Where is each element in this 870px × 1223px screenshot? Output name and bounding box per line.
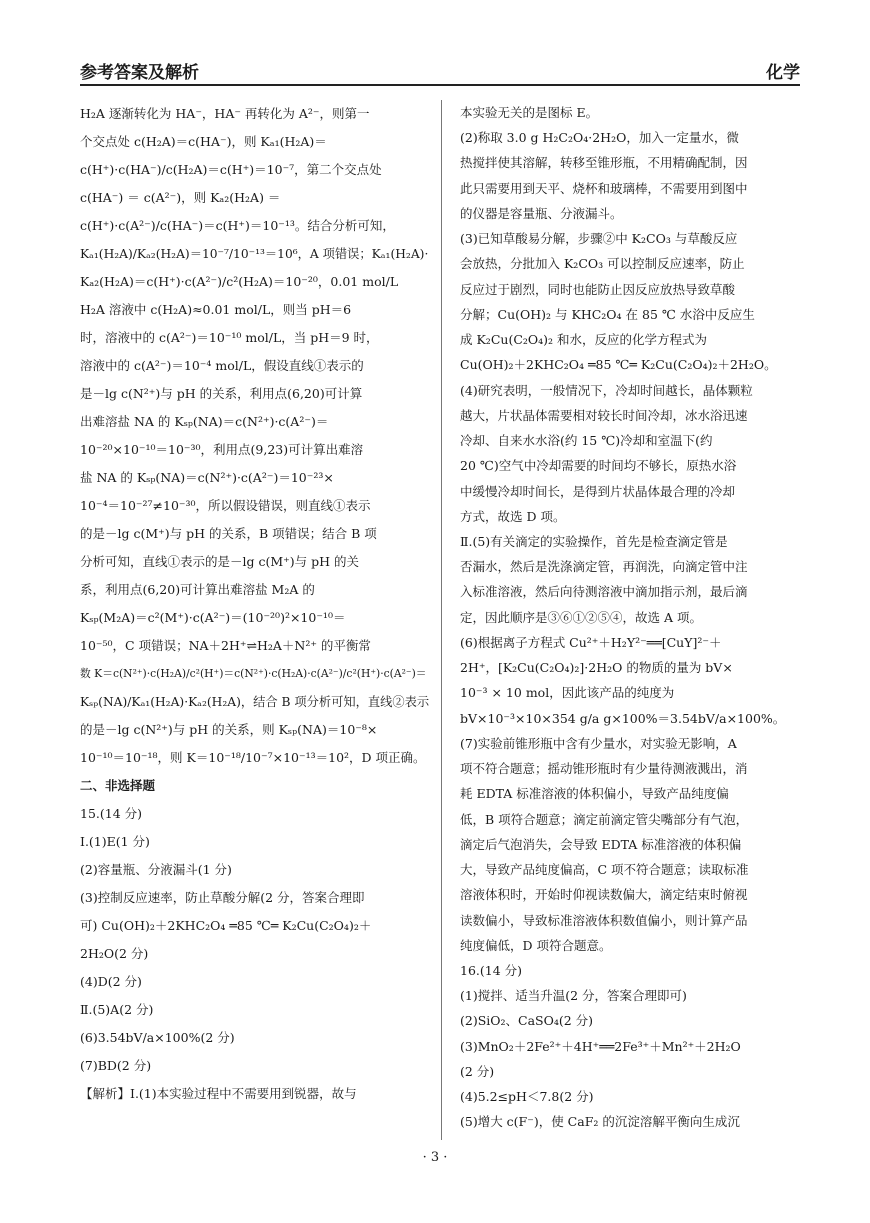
text-line: Kₐ₁(H₂A)/Kₐ₂(H₂A)＝10⁻⁷/10⁻¹³＝10⁶，A 项错误；Kₐ₁(H₂A)· xyxy=(80,247,429,261)
text-line: (4)5.2≤pH＜7.8(2 分) xyxy=(460,1089,594,1105)
text-line: (2)称取 3.0 g H₂C₂O₄·2H₂O，加入一定量水，微 xyxy=(460,130,739,146)
text-line: (3)已知草酸易分解，步骤②中 K₂CO₃ 与草酸反应 xyxy=(460,231,738,247)
text-line: 的是－lg c(M⁺)与 pH 的关系，B 项错误；结合 B 项 xyxy=(80,526,377,541)
text-line: 否漏水，然后是洗涤滴定管，再润洗，向滴定管中注 xyxy=(460,559,748,575)
text-line: 会放热，分批加入 K₂CO₃ 可以控制反应速率，防止 xyxy=(460,256,745,272)
header-rule xyxy=(80,84,800,86)
text-line: 溶液中的 c(A²⁻)＝10⁻⁴ mol/L，假设直线①表示的 xyxy=(80,358,364,373)
header-title: 参考答案及解析 xyxy=(80,63,199,83)
text-line: 项不符合题意；摇动锥形瓶时有少量待测液溅出，消 xyxy=(460,761,748,777)
text-line: 热搅拌使其溶解，转移至锥形瓶，不用精确配制，因 xyxy=(460,155,748,171)
text-line: 定，因此顺序是③⑥①②⑤④，故选 A 项。 xyxy=(460,609,702,625)
text-line: 10⁻¹⁰＝10⁻¹⁸，则 K＝10⁻¹⁸/10⁻⁷×10⁻¹³＝10²，D 项正确。 xyxy=(80,750,426,765)
text-line: 2H⁺，[K₂Cu(C₂O₄)₂]·2H₂O 的物质的量为 bV× xyxy=(460,660,733,676)
text-line: 本实验无关的是图标 E。 xyxy=(460,105,599,120)
text-line: (3)MnO₂＋2Fe²⁺＋4H⁺══2Fe³⁺＋Mn²⁺＋2H₂O xyxy=(460,1038,741,1054)
subject-label: 化学 xyxy=(766,63,800,83)
text-line: bV×10⁻³×10×354 g/a g×100%＝3.54bV/a×100%。 xyxy=(460,710,786,726)
text-line: 【解析】Ⅰ.(1)本实验过程中不需要用到锐器，故与 xyxy=(80,1086,357,1101)
text-line: 滴定后气泡消失，会导致 EDTA 标准溶液的体积偏 xyxy=(460,836,742,852)
page-header xyxy=(80,54,800,86)
text-line: 耗 EDTA 标准溶液的体积偏小，导致产品纯度偏 xyxy=(460,786,729,802)
text-line: 10⁻²⁰×10⁻¹⁰＝10⁻³⁰，利用点(9,23)可计算出难溶 xyxy=(80,442,364,457)
text-line: 分析可知，直线①表示的是－lg c(M⁺)与 pH 的关 xyxy=(80,554,359,569)
text-line: Kₐ₂(H₂A)＝c(H⁺)·c(A²⁻)/c²(H₂A)＝10⁻²⁰，0.01 mol/L xyxy=(80,274,399,289)
text-line: 冷却、自来水水浴(约 15 ℃)冷却和室温下(约 xyxy=(460,433,713,449)
text-line: 中缓慢冷却时间长，是得到片状晶体最合理的冷却 xyxy=(460,483,736,499)
text-line: 入标准溶液，然后向待测溶液中滴加指示剂，最后滴 xyxy=(460,584,748,600)
text-line: 二、非选择题 xyxy=(80,778,156,793)
text-line: 2H₂O(2 分) xyxy=(80,946,149,961)
text-line: 10⁻³ × 10 mol，因此该产品的纯度为 xyxy=(460,685,675,701)
text-line: (3)控制反应速率，防止草酸分解(2 分，答案合理即 xyxy=(80,890,365,905)
text-line: Cu(OH)₂＋2KHC₂O₄ ═85 ℃═ K₂Cu(C₂O₄)₂＋2H₂O。 xyxy=(460,357,777,373)
text-line: 数 K＝c(N²⁺)·c(H₂A)/c²(H⁺)＝c(N²⁺)·c(H₂A)·c(A²⁻)/c²(H⁺)·c(A²⁻)＝ xyxy=(80,667,427,680)
text-line: (2 分) xyxy=(460,1063,495,1079)
text-line: 系，利用点(6,20)可计算出难溶盐 M₂A 的 xyxy=(80,582,315,597)
text-line: (7)BD(2 分) xyxy=(80,1058,152,1073)
page-number: · 3 · xyxy=(422,1150,448,1165)
text-line: 16.(14 分) xyxy=(460,962,523,978)
text-line: 可) Cu(OH)₂＋2KHC₂O₄ ═85 ℃═ K₂Cu(C₂O₄)₂＋ xyxy=(80,918,372,933)
text-line: 15.(14 分) xyxy=(80,806,143,821)
text-line: 的仪器是容量瓶、分液漏斗。 xyxy=(460,205,623,221)
text-line: 溶液体积时，开始时仰视读数偏大，滴定结束时俯视 xyxy=(460,887,748,903)
text-line: 20 ℃)空气中冷却需要的时间均不够长，原热水浴 xyxy=(460,458,737,474)
text-line: 盐 NA 的 Kₛₚ(NA)＝c(N²⁺)·c(A²⁻)＝10⁻²³× xyxy=(80,470,334,485)
text-line: Ⅱ.(5)有关滴定的实验操作，首先是检查滴定管是 xyxy=(460,533,728,549)
text-line: Ⅱ.(5)A(2 分) xyxy=(80,1002,154,1017)
text-line: (1)搅拌、适当升温(2 分，答案合理即可) xyxy=(460,988,687,1004)
text-line: 纯度偏低，D 项符合题意。 xyxy=(460,937,612,953)
text-line: 方式，故选 D 项。 xyxy=(460,508,566,524)
text-line: 的是－lg c(N²⁺)与 pH 的关系，则 Kₛₚ(NA)＝10⁻⁸× xyxy=(80,722,378,737)
text-line: (6)根据离子方程式 Cu²⁺＋H₂Y²⁻══[CuY]²⁻＋ xyxy=(460,634,722,650)
text-line: 10⁻⁴＝10⁻²⁷≠10⁻³⁰，所以假设错误，则直线①表示 xyxy=(80,498,371,513)
text-line: (4)D(2 分) xyxy=(80,974,142,989)
text-line: 分解；Cu(OH)₂ 与 KHC₂O₄ 在 85 ℃ 水浴中反应生 xyxy=(460,306,755,322)
text-line: 出难溶盐 NA 的 Kₛₚ(NA)＝c(N²⁺)·c(A²⁻)＝ xyxy=(80,414,329,429)
text-line: (4)研究表明，一般情况下，冷却时间越长，晶体颗粒 xyxy=(460,382,753,398)
text-line: 个交点处 c(H₂A)＝c(HA⁻)，则 Kₐ₁(H₂A)＝ xyxy=(80,134,327,149)
left-column xyxy=(80,100,430,1108)
text-line: H₂A 溶液中 c(H₂A)≈0.01 mol/L，则当 pH＝6 xyxy=(80,302,352,317)
text-line: Kₛₚ(NA)/Kₐ₁(H₂A)·Kₐ₂(H₂A)，结合 B 项分析可知，直线②表示 xyxy=(80,695,430,709)
text-line: 时，溶液中的 c(A²⁻)＝10⁻¹⁰ mol/L，当 pH＝9 时， xyxy=(80,330,379,345)
text-line: Ⅰ.(1)E(1 分) xyxy=(80,834,150,849)
text-line: 10⁻⁵⁰，C 项错误；NA＋2H⁺⇌H₂A＋N²⁺ 的平衡常 xyxy=(80,638,371,653)
text-line: 大，导致产品纯度偏高，C 项不符合题意；读取标准 xyxy=(460,862,749,878)
text-line: Kₛₚ(M₂A)＝c²(M⁺)·c(A²⁻)＝(10⁻²⁰)²×10⁻¹⁰＝ xyxy=(80,610,346,625)
text-line: 读数偏小，导致标准溶液体积数值偏小，则计算产品 xyxy=(460,912,748,928)
text-line: 成 K₂Cu(C₂O₄)₂ 和水，反应的化学方程式为 xyxy=(460,332,708,348)
column-divider xyxy=(441,100,442,1140)
text-line: 此只需要用到天平、烧杯和玻璃棒，不需要用到图中 xyxy=(460,180,748,196)
text-line: (6)3.54bV/a×100%(2 分) xyxy=(80,1030,235,1045)
right-column xyxy=(460,100,810,1135)
text-line: 低，B 项符合题意；滴定前滴定管尖嘴部分有气泡， xyxy=(460,811,749,827)
text-line: H₂A 逐渐转化为 HA⁻，HA⁻ 再转化为 A²⁻，则第一 xyxy=(80,106,370,121)
text-line: (2)容量瓶、分液漏斗(1 分) xyxy=(80,862,232,877)
text-line: (7)实验前锥形瓶中含有少量水，对实验无影响，A xyxy=(460,735,737,751)
text-line: 是－lg c(N²⁺)与 pH 的关系，利用点(6,20)可计算 xyxy=(80,386,363,401)
text-line: (2)SiO₂、CaSO₄(2 分) xyxy=(460,1013,594,1029)
text-line: c(H⁺)·c(HA⁻)/c(H₂A)＝c(H⁺)＝10⁻⁷，第二个交点处 xyxy=(80,162,382,177)
text-line: c(HA⁻) ＝ c(A²⁻)，则 Kₐ₂(H₂A) ＝ xyxy=(80,190,281,205)
text-line: 反应过于剧烈，同时也能防止因反应放热导致草酸 xyxy=(460,281,736,297)
text-line: c(H⁺)·c(A²⁻)/c(HA⁻)＝c(H⁺)＝10⁻¹³。结合分析可知， xyxy=(80,218,395,233)
text-line: 越大，片状晶体需要相对较长时间冷却，冰水浴迅速 xyxy=(460,407,748,423)
text-line: (5)增大 c(F⁻)，使 CaF₂ 的沉淀溶解平衡向生成沉 xyxy=(460,1114,740,1130)
